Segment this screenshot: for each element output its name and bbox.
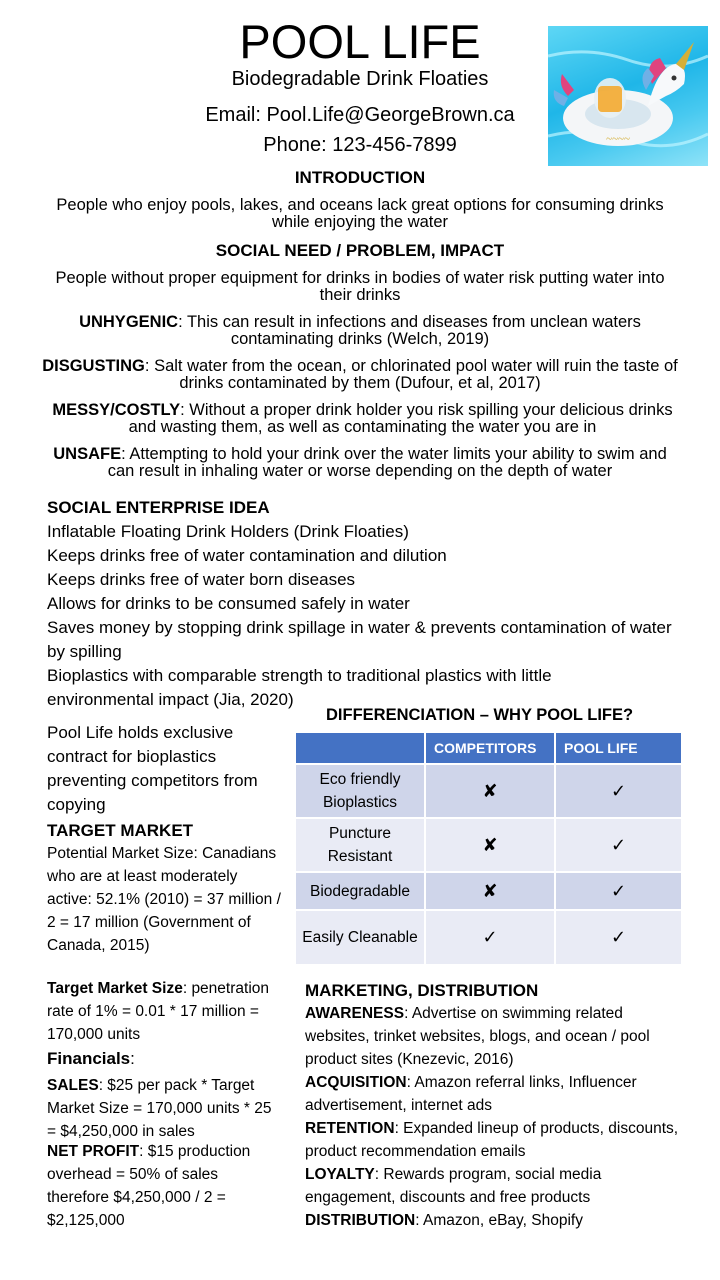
marketing-loyalty xyxy=(305,1163,680,1209)
social-need-heading: SOCIAL NEED / PROBLEM, IMPACT xyxy=(215,241,505,260)
intro-heading: INTRODUCTION xyxy=(294,168,426,187)
sales-text: : $25 per pack * Target Market Size = 170,000 units * 25 = $4,250,000 in sales xyxy=(47,1077,272,1140)
marketing-label: RETENTION xyxy=(305,1120,395,1137)
tms-label: Target Market Size xyxy=(47,980,183,997)
competitors-mark: ✘ xyxy=(425,872,555,910)
contact-email: Email: Pool.Life@GeorgeBrown.ca xyxy=(205,104,515,126)
enterprise-list xyxy=(47,520,687,712)
column-header: COMPETITORS xyxy=(425,733,555,764)
point-label: DISGUSTING xyxy=(42,357,145,375)
pool-life-mark: ✓ xyxy=(555,764,682,818)
marketing-label: LOYALTY xyxy=(305,1166,375,1183)
target-heading: TARGET MARKET xyxy=(47,821,194,840)
column-header xyxy=(296,733,425,764)
unicorn-floatie-photo xyxy=(548,26,708,166)
table-row xyxy=(296,818,682,872)
page-subtitle: Biodegradable Drink Floaties xyxy=(231,68,489,90)
marketing-text: : Amazon, eBay, Shopify xyxy=(415,1212,583,1229)
table-row xyxy=(296,764,682,818)
marketing-retention xyxy=(305,1117,680,1163)
point-text: : This can result in infections and diseases from unclean waters contaminating drinks (Welch, 2019) xyxy=(178,313,641,348)
unicorn-floatie-icon xyxy=(548,26,708,166)
point-label: UNSAFE xyxy=(53,445,122,463)
competitors-mark: ✓ xyxy=(425,910,555,964)
financials-heading xyxy=(47,1049,135,1069)
differentiation-table xyxy=(296,733,683,964)
page-title: POOL LIFE xyxy=(239,15,481,68)
pool-life-mark: ✓ xyxy=(555,818,682,872)
target-potential: Potential Market Size: Canadians who are at least moderately active: 52.1% (2010) = 37 million / 2 = 17 million (Government of Canada, 2015) xyxy=(47,845,281,954)
feature-cell: Easily Cleanable xyxy=(296,910,425,964)
marketing-label: DISTRIBUTION xyxy=(305,1212,416,1229)
pool-life-mark: ✓ xyxy=(555,910,682,964)
point-label: UNHYGENIC xyxy=(79,313,179,331)
list-item: Allows for drinks to be consumed safely in water xyxy=(47,594,410,613)
point-text: : Attempting to hold your drink over the water limits your ability to swim and can result in inhaling water or worse depending on the depth of water xyxy=(107,445,667,480)
sales-label: SALES xyxy=(47,1077,99,1094)
financials-sales xyxy=(47,1074,282,1143)
profit-label: NET PROFIT xyxy=(47,1143,140,1160)
point-unhygienic xyxy=(40,314,680,348)
feature-cell: Puncture Resistant xyxy=(296,818,425,872)
social-need-text: People without proper equipment for drinks in bodies of water risk putting water into their drinks xyxy=(55,269,665,304)
competitors-mark: ✘ xyxy=(425,764,555,818)
financials-profit xyxy=(47,1140,282,1232)
table-row xyxy=(296,910,682,964)
marketing-text: : Advertise on swimming related websites, trinket websites, blogs, and ocean / pool product sites (Knezevic, 2016) xyxy=(305,1005,650,1068)
marketing-heading: MARKETING, DISTRIBUTION xyxy=(305,981,539,1000)
point-unsafe xyxy=(40,446,680,480)
list-item: Saves money by stopping drink spillage in water & prevents contamination of water by spilling xyxy=(47,618,672,661)
contract-text: Pool Life holds exclusive contract for bioplastics preventing competitors from copying xyxy=(47,723,258,814)
list-item: Keeps drinks free of water contamination and dilution xyxy=(47,546,447,565)
point-messy-costly xyxy=(40,402,685,436)
table-header-row xyxy=(296,733,682,764)
point-text: : Without a proper drink holder you risk spilling your delicious drinks and wasting them, as well as contaminating the water you are in xyxy=(128,401,673,436)
profit-text: : $15 production overhead = 50% of sales therefore $4,250,000 / 2 = $2,125,000 xyxy=(47,1143,251,1229)
point-label: MESSY/COSTLY xyxy=(52,401,181,419)
marketing-awareness xyxy=(305,1002,680,1071)
marketing-label: AWARENESS xyxy=(305,1005,405,1022)
marketing-text: : Expanded lineup of products, discounts, product recommendation emails xyxy=(305,1120,679,1160)
differentiation-heading: DIFFERENCIATION – WHY POOL LIFE? xyxy=(326,706,634,724)
marketing-label: ACQUISITION xyxy=(305,1074,407,1091)
target-market-size xyxy=(47,977,282,1046)
column-header: POOL LIFE xyxy=(555,733,682,764)
marketing-acquisition xyxy=(305,1071,680,1117)
financials-heading-suffix: : xyxy=(130,1049,135,1068)
enterprise-heading: SOCIAL ENTERPRISE IDEA xyxy=(47,498,270,517)
point-text: : Salt water from the ocean, or chlorinated pool water will ruin the taste of drinks contaminated by them (Dufour, et al, 2017) xyxy=(144,357,678,392)
pool-life-mark: ✓ xyxy=(555,872,682,910)
marketing-distribution xyxy=(305,1209,680,1232)
intro-text: People who enjoy pools, lakes, and oceans lack great options for consuming drinks while enjoying the water xyxy=(56,196,664,231)
svg-text:~~~~: ~~~~ xyxy=(606,133,630,145)
list-item: Inflatable Floating Drink Holders (Drink Floaties) xyxy=(47,522,409,541)
financials-heading-label: Financials xyxy=(47,1049,131,1068)
contact-phone: Phone: 123-456-7899 xyxy=(263,134,457,156)
marketing-list xyxy=(305,1002,680,1232)
competitors-mark: ✘ xyxy=(425,818,555,872)
list-item: Keeps drinks free of water born diseases xyxy=(47,570,356,589)
table-row xyxy=(296,872,682,910)
feature-cell: Eco friendly Bioplastics xyxy=(296,764,425,818)
tms-text: : penetration rate of 1% = 0.01 * 17 million = 170,000 units xyxy=(47,980,270,1043)
marketing-text: : Rewards program, social media engagement, discounts and free products xyxy=(305,1166,602,1206)
list-item: Bioplastics with comparable strength to traditional plastics with little environmental impact (Jia, 2020) xyxy=(47,666,552,709)
feature-cell: Biodegradable xyxy=(296,872,425,910)
point-disgusting xyxy=(40,358,680,392)
marketing-text: : Amazon referral links, Influencer advertisement, internet ads xyxy=(305,1074,637,1114)
